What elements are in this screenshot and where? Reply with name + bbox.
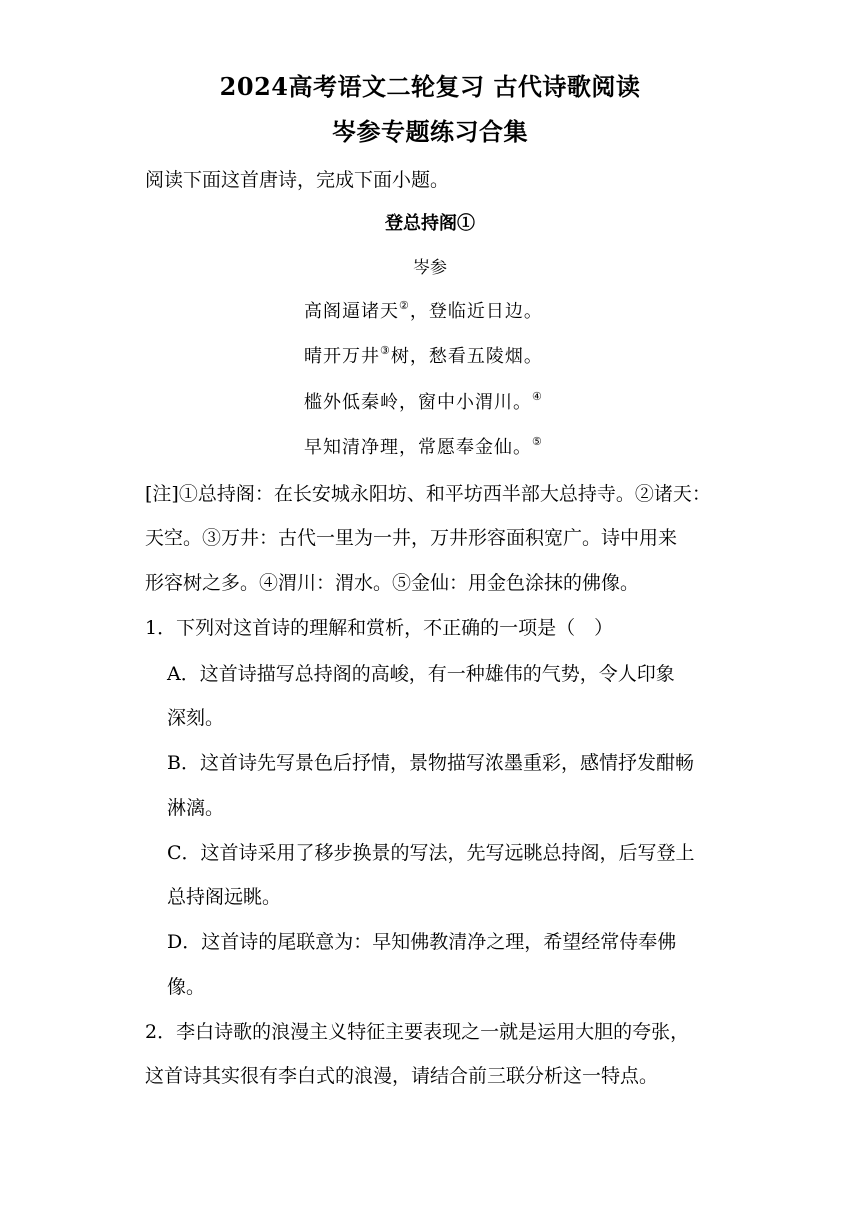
poem-author: 岑参 [413,258,447,278]
note-marker: ④ [532,390,543,403]
option-c-line1: C．这首诗采用了移步换景的写法，先写远眺总持阁，后写登上 [167,842,695,864]
note-marker: ⑤ [532,435,543,448]
option-d-line2: 像。 [167,976,206,998]
notes-line-2: 天空。③万井：古代一里为一井，万井形容面积宽广。诗中用来 [145,527,678,549]
poem-line-text: 早知清净理，常愿奉金仙。 [304,437,532,458]
option-a-line1: A．这首诗描写总持阁的高峻，有一种雄伟的气势，令人印象 [167,663,675,685]
poem-line-2 [304,345,543,369]
poem-line-4 [304,436,543,460]
poem-line-text: ，登临近日边。 [409,301,543,322]
question-2-line2: 这首诗其实很有李白式的浪漫，请结合前三联分析这一特点。 [145,1065,659,1087]
poem-line-3 [304,391,543,415]
option-b-line2: 淋漓。 [167,797,225,819]
poem-title: 登总持阁① [385,213,475,234]
poem-line-text: 高阁逼诸天 [304,301,399,322]
question-2-line1: 2．李白诗歌的浪漫主义特征主要表现之一就是运用大胆的夸张， [145,1021,690,1043]
poem-line-text: 晴开万井 [304,346,380,367]
note-marker: ② [399,299,410,312]
option-b-line1: B．这首诗先写景色后抒情，景物描写浓墨重彩，感情抒发酣畅 [167,752,694,774]
option-a-line2: 深刻。 [167,707,225,729]
intro-text: 阅读下面这首唐诗，完成下面小题。 [145,169,450,191]
note-marker: ③ [380,344,391,357]
option-d-line1: D．这首诗的尾联意为：早知佛教清净之理，希望经常侍奉佛 [167,931,677,953]
poem-line-text: 槛外低秦岭，窗中小渭川。 [304,392,532,413]
poem-line-text: 树，愁看五陵烟。 [390,346,543,367]
option-c-line2: 总持阁远眺。 [167,886,282,908]
notes-line-1: [注]①总持阁：在长安城永阳坊、和平坊西半部大总持寺。②诸天： [145,483,711,505]
document-title-line2: 岑参专题练习合集 [332,117,528,146]
poem-line-1 [304,300,543,324]
notes-line-3: 形容树之多。④渭川：渭水。⑤金仙：用金色涂抹的佛像。 [145,572,640,594]
question-1-stem: 1．下列对这首诗的理解和赏析，不正确的一项是（ ） [145,617,614,639]
document-title-line1: 2024高考语文二轮复习 古代诗歌阅读 [219,72,641,101]
